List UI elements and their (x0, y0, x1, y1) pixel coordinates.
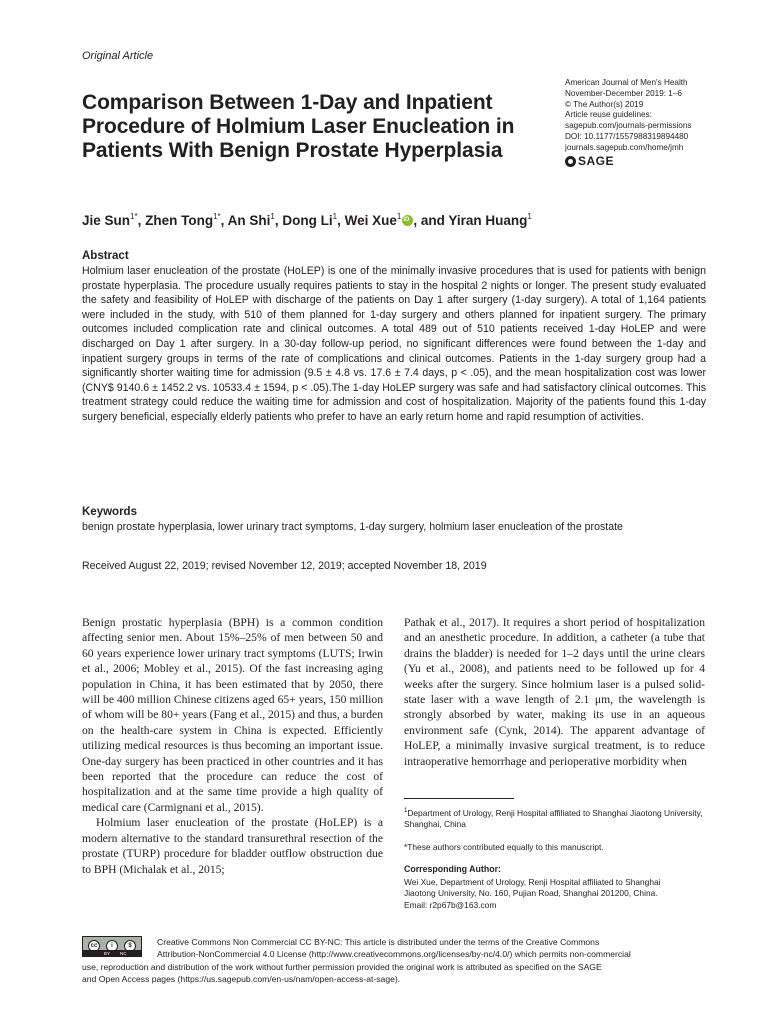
publisher-name: SAGE (578, 153, 615, 168)
license-line: Attribution-NonCommercial 4.0 License (http://www.creativecommons.org/licenses/by-nc/4.0/) which permits non-commercial (157, 949, 631, 960)
author-name: and Yiran Huang (420, 213, 528, 228)
author-affiliation-mark: 1 (527, 212, 532, 221)
license-line: Creative Commons Non Commercial CC BY-NC: This article is distributed under the terms of the Creative Commons (157, 937, 600, 947)
body-column-left (82, 615, 383, 877)
author-affiliation-mark: 1 (396, 212, 402, 221)
abstract-text: Holmium laser enucleation of the prostate (HoLEP) is one of the minimally invasive procedures that is used for patients with benign prostate hyperplasia. The procedure usually requires patients to stay in the hospital 2 nights or longer. The present study evaluated the safety and feasibility of HoLEP with discharge of the patients on Day 1 after surgery (1-day surgery). A total of 1,164 patients were included in the study, with 510 of them planned for 1-day surgery and others planned for inpatient surgery. The primary outcomes included complication rate and clinical outcomes. A total 489 out of 510 patients received 1-day HoLEP and were discharged on Day 1 after surgery. In a 30-day follow-up period, no significant differences were found between the 1-day and inpatient surgery groups in terms of the rate of complications and clinical outcomes. Patients in the 1-day surgery group had a significantly shorter waiting time for admission (9.5 ± 4.8 vs. 17.6 ± 7.4 days, p < .05), and the mean hospitalization cost was lower (CNY$ 9140.6 ± 1452.2 vs. 10533.4 ± 1594, p < .05).The 1-day HoLEP surgery was safe and had satisfactory clinical outcomes. This treatment strategy could reduce the waiting time for admission and cost of hospitalization. Majority of the patients found this 1-day surgery beneficial, especially elderly patients who prefer to have an early return home and rapid resumption of activities. (82, 265, 706, 423)
corresponding-email[interactable]: Email: r2p67b@163.com (404, 899, 497, 910)
doi-link[interactable]: DOI: 10.1177/1557988319894480 (565, 131, 689, 141)
reuse-link[interactable]: sagepub.com/journals-permissions (565, 121, 692, 131)
license-line: and Open Access pages (https://us.sagepub.com/en-us/nam/open-access-at-sage). (82, 974, 401, 985)
body-paragraph: Benign prostatic hyperplasia (BPH) is a common condition affecting senior men. About 15%–25% of men between 50 and 60 years experience lower urinary tract symptoms (LUTS; Irwin et al., 2006; Mobley et al., 2015). Of the fast increasing aging population in China, it has been estimated that by 2050, there will be 400 million Chinese citizens aged 65+ years, 150 million of whom will be 80+ years (Fang et al., 2015) and thus, a burden on the health-care system in China is expected. Efficiently utilizing medical resources is thus becoming an important issue. One-day surgery has been practiced in other countries and it has been reported that the procedure can reduce the cost of hospitalization and at the same time provide a high quality of medical care (Carmignani et al., 2015). (82, 616, 383, 814)
article-type-label: Original Article (82, 50, 154, 62)
author-name: Dong Li (282, 213, 333, 228)
author-name: An Shi (227, 213, 271, 228)
author-affiliation-mark: 1* (130, 212, 138, 221)
author-affiliation-mark: 1 (332, 212, 338, 221)
orcid-icon[interactable] (402, 215, 413, 226)
affiliation-text: Department of Urology, Renji Hospital affiliated to Shanghai Jiaotong University, Shanghai, China (404, 808, 703, 830)
license-text (82, 936, 708, 986)
journal-home-link[interactable]: journals.sagepub.com/home/jmh (565, 142, 684, 152)
author-name: Jie Sun (82, 213, 131, 228)
article-title: Comparison Between 1-Day and Inpatient Procedure of Holmium Laser Enucleation in Patients With Benign Prostate Hyperplasia (82, 91, 515, 162)
keywords-text: benign prostate hyperplasia, lower urinary tract symptoms, 1-day surgery, holmium laser enucleation of the prostate (82, 521, 623, 533)
author-list: Jie Sun$^{1*}$, Zhen Tong$^{1*}$, An Shi$^1$, Dong Li$^1$, Wei Xue$^1$iD , and Yiran Huang$^1$ (82, 212, 532, 228)
reuse-guidelines: Article reuse guidelines: (565, 110, 652, 120)
received-dates: Received August 22, 2019; revised November 12, 2019; accepted November 18, 2019 (82, 560, 487, 572)
attribution-icon: i (106, 940, 118, 952)
corresponding-author-details (404, 877, 714, 911)
footnote-mark: 1 (404, 808, 408, 814)
author-name: Zhen Tong (145, 213, 214, 228)
journal-name: American Journal of Men's Health (565, 78, 688, 87)
author-name: Wei Xue (344, 213, 397, 228)
body-column-right (404, 615, 705, 769)
publisher-logo (565, 153, 745, 168)
author-affiliation-mark: 1 (270, 212, 275, 221)
license-line: use, reproduction and distribution of the work without further permission provided the original work is attributed as specified on the SAGE (82, 961, 602, 972)
author-affiliation-mark: 1* (213, 212, 221, 221)
journal-copyright: © The Author(s) 2019 (565, 99, 644, 109)
noncommercial-icon: $ (124, 940, 136, 952)
keywords-heading: Keywords (82, 506, 137, 518)
corresponding-address-line: Jiaotong University, No. 160, Pujian Road, Shanghai 201200, China. (404, 888, 658, 899)
abstract-heading: Abstract (82, 250, 129, 262)
corresponding-author-heading: Corresponding Author: (404, 864, 501, 874)
body-paragraph: Holmium laser enucleation of the prostate (HoLEP) is a modern alternative to the standard transurethral resection of the prostate (TURP) procedure for bladder outflow obstruction due to BPH (Michalak et al., 2015; (82, 816, 383, 876)
footnote-divider (404, 798, 514, 799)
cc-by-label: BY (104, 951, 111, 956)
equal-contribution-note: *These authors contributed equally to this manuscript. (404, 842, 604, 852)
sage-logo-icon (565, 156, 576, 167)
cc-nc-label: NC (120, 951, 127, 956)
cc-icon: cc (88, 940, 100, 952)
journal-issue: November-December 2019: 1–6 (565, 88, 682, 98)
affiliation-footnote (404, 806, 714, 831)
journal-info (565, 78, 745, 167)
body-paragraph: Pathak et al., 2017). It requires a short period of hospitalization and an anesthetic procedure. In addition, a catheter (a tube that drains the bladder) is needed for 1–2 days until the urine clears (Yu et al., 2008), and patients need to be followed up for 4 weeks after the surgery. Since holmium laser is a pulsed solid-state laser with a wave length of 2.1 μm, the wavelength is strongly absorbed by water, making its use in an aqueous environment safe (Cynk, 2014). The apparent advantage of HoLEP, a minimally invasive surgical treatment, is to reduce intraoperative hemorrhage and perioperative morbidity when (404, 616, 705, 768)
corresponding-address-line: Wei Xue, Department of Urology, Renji Hospital affiliated to Shanghai (404, 877, 661, 887)
